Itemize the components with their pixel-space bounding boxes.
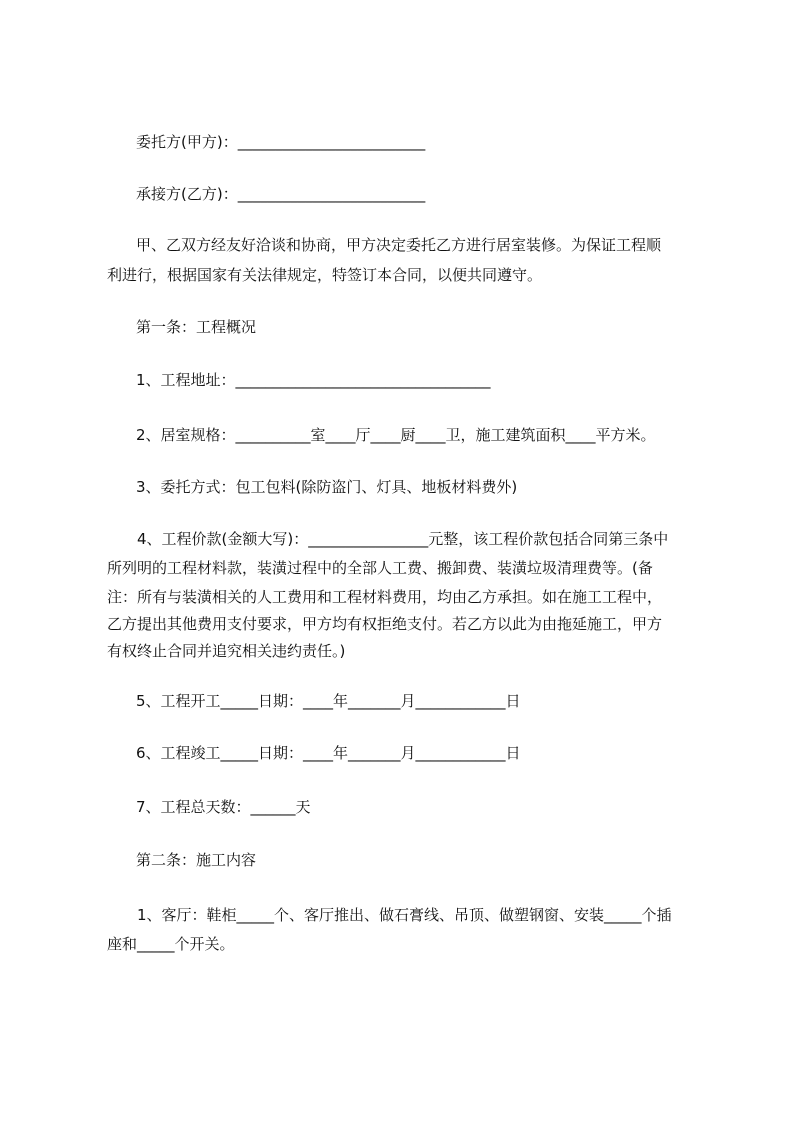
project-price-line-4: 乙方提出其他费用支付要求，甲方均有权拒绝支付。若乙方以此为由拖延施工，甲方 bbox=[107, 615, 663, 633]
completion-date-line: 6、工程竣工_____日期：____年_______月____________日 bbox=[136, 744, 521, 762]
preamble-line-1: 甲、乙双方经友好洽谈和协商，甲方决定委托乙方进行居室装修。为保证工程顺 bbox=[136, 236, 662, 254]
room-spec-line: 2、居室规格：__________室____厅____厨____卫，施工建筑面积____平方米。 bbox=[136, 426, 656, 444]
start-date-line: 5、工程开工_____日期：____年_______月____________日 bbox=[136, 692, 521, 710]
living-room-line-1: 1、客厅：鞋柜_____个、客厅推出、做石膏线、吊顶、做塑钢窗、安装_____个插 bbox=[137, 906, 672, 924]
living-room-line-2: 座和_____个开关。 bbox=[107, 935, 235, 953]
project-address-line: 1、工程地址：__________________________________ bbox=[136, 371, 491, 389]
article-2-heading: 第二条：施工内容 bbox=[136, 851, 257, 869]
project-price-line-3: 注：所有与装潢相关的人工费用和工程材料费用，均由乙方承担。如在施工工程中， bbox=[107, 588, 663, 606]
article-1-heading: 第一条：工程概况 bbox=[136, 318, 257, 336]
preamble-line-2: 利进行，根据国家有关法律规定，特签订本合同，以便共同遵守。 bbox=[107, 266, 543, 284]
client-party-line: 委托方(甲方)：_________________________ bbox=[136, 133, 426, 151]
project-price-line-5: 有权终止合同并追究相关违约责任。) bbox=[107, 642, 346, 660]
contractor-party-line: 承接方(乙方)：_________________________ bbox=[136, 185, 426, 203]
contract-method-line: 3、委托方式：包工包料(除防盗门、灯具、地板材料费外) bbox=[136, 478, 518, 496]
project-price-line-2: 所列明的工程材料款，装潢过程中的全部人工费、搬卸费、装潢垃圾清理费等。(备 bbox=[107, 559, 653, 577]
project-price-line-1: 4、工程价款(金额大写)：________________元整，该工程价款包括合同第三条中 bbox=[137, 530, 669, 548]
total-days-line: 7、工程总天数：______天 bbox=[136, 798, 311, 816]
